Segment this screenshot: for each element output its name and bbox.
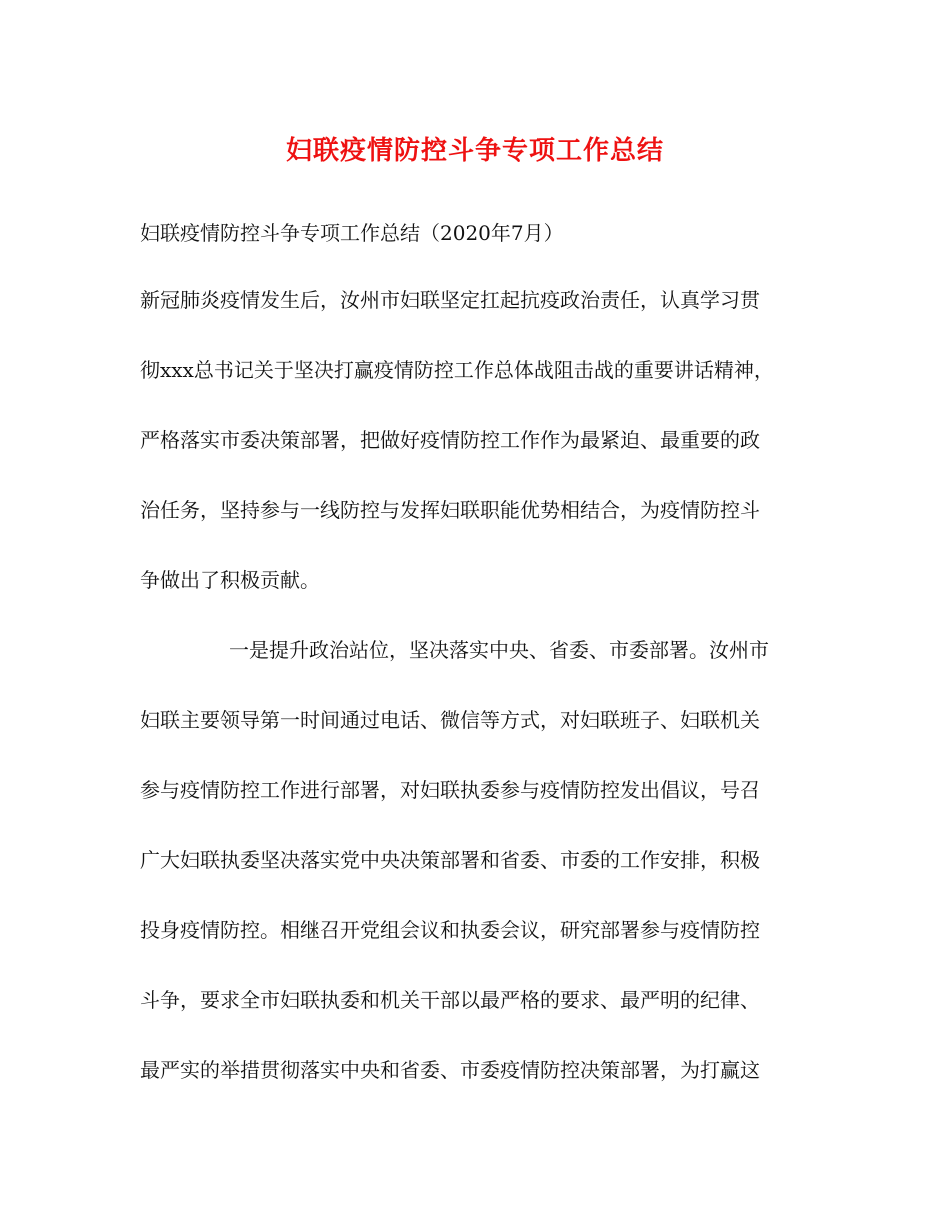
document-title: 妇联疫情防控斗争专项工作总结 — [285, 136, 664, 166]
body-line: 争做出了积极贡献。 — [140, 568, 320, 592]
body-line: 妇联主要领导第一时间通过电话、微信等方式，对妇联班子、妇联机关 — [140, 708, 760, 732]
body-line: 投身疫情防控。相继召开党组会议和执委会议，研究部署参与疫情防控 — [140, 918, 760, 942]
body-line: 广大妇联执委坚决落实党中央决策部署和省委、市委的工作安排，积极 — [140, 848, 760, 872]
body-line: 严格落实市委决策部署，把做好疫情防控工作作为最紧迫、最重要的政 — [140, 428, 760, 452]
body-line: 新冠肺炎疫情发生后，汝州市妇联坚定扛起抗疫政治责任，认真学习贯 — [140, 288, 760, 312]
body-line: 彻xxx总书记关于坚决打赢疫情防控工作总体战阻击战的重要讲话精神， — [140, 358, 774, 382]
body-line: 治任务，坚持参与一线防控与发挥妇联职能优势相结合，为疫情防控斗 — [140, 498, 760, 522]
document-subtitle: 妇联疫情防控斗争专项工作总结（2020年7月） — [140, 221, 564, 245]
body-line: 斗争，要求全市妇联执委和机关干部以最严格的要求、最严明的纪律、 — [140, 988, 760, 1012]
body-line: 最严实的举措贯彻落实中央和省委、市委疫情防控决策部署，为打赢这 — [140, 1058, 760, 1082]
body-line: 参与疫情防控工作进行部署，对妇联执委参与疫情防控发出倡议，号召 — [140, 778, 760, 802]
body-line: 一是提升政治站位，坚决落实中央、省委、市委部署。汝州市 — [229, 638, 769, 662]
